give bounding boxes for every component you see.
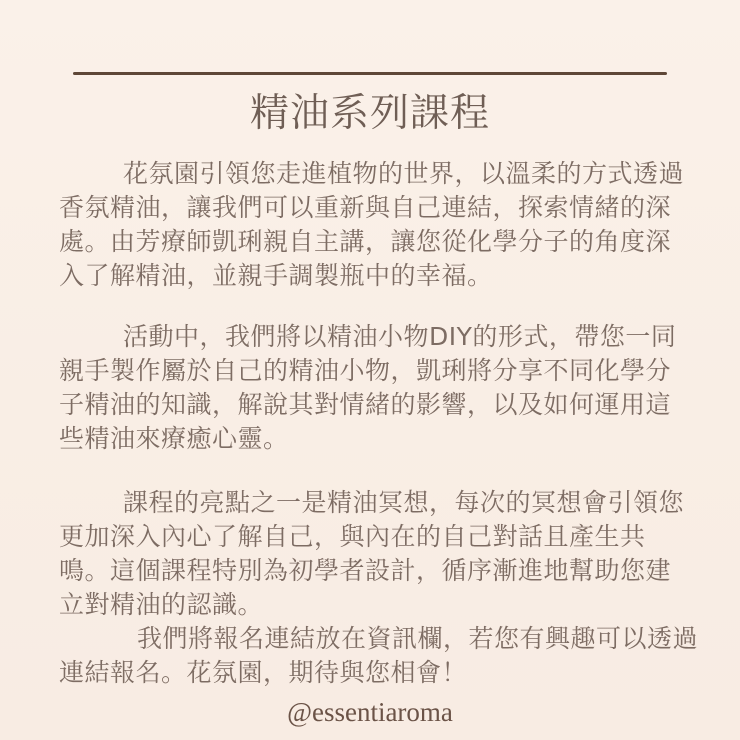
text-line: 活動中，我們將以精油小物DIY的形式，帶您一同 — [123, 322, 677, 351]
text-line: 連結報名。花氛園，期待與您相會！ — [59, 658, 468, 687]
text-line: 些精油來療癒心靈。 — [59, 424, 289, 453]
instagram-handle: @essentiaroma — [287, 697, 453, 727]
text-line: 香氛精油，讓我們可以重新與自己連結，探索情緒的深 — [59, 193, 672, 222]
paragraph-activity — [59, 320, 699, 456]
divider-line — [73, 72, 667, 75]
article-body — [59, 157, 699, 690]
text-line: 更加深入內心了解自己，與內在的自己對話且產生共 — [59, 522, 646, 551]
paragraph-highlight — [59, 486, 699, 622]
text-line: 我們將報名連結放在資訊欄，若您有興趣可以透過 — [137, 624, 699, 653]
text-line: 親手製作屬於自己的精油小物，凱琍將分享不同化學分 — [59, 356, 672, 385]
text-line: 入了解精油，並親手調製瓶中的幸福。 — [59, 261, 493, 290]
paragraph-intro — [59, 157, 699, 293]
text-line: 鳴。這個課程特別為初學者設計，循序漸進地幫助您建 — [59, 556, 672, 585]
text-line: 處。由芳療師凱琍親自主講，讓您從化學分子的角度深 — [59, 227, 672, 256]
text-line: 課程的亮點之一是精油冥想，每次的冥想會引領您 — [123, 488, 685, 517]
text-line: 立對精油的認識。 — [59, 590, 264, 619]
page-title: 精油系列課程 — [249, 91, 490, 136]
text-line: 花氛園引領您走進植物的世界，以溫柔的方式透過 — [123, 159, 685, 188]
text-line: 子精油的知識，解說其對情緒的影響，以及如何運用這 — [59, 390, 672, 419]
paragraph-signup — [59, 622, 699, 690]
